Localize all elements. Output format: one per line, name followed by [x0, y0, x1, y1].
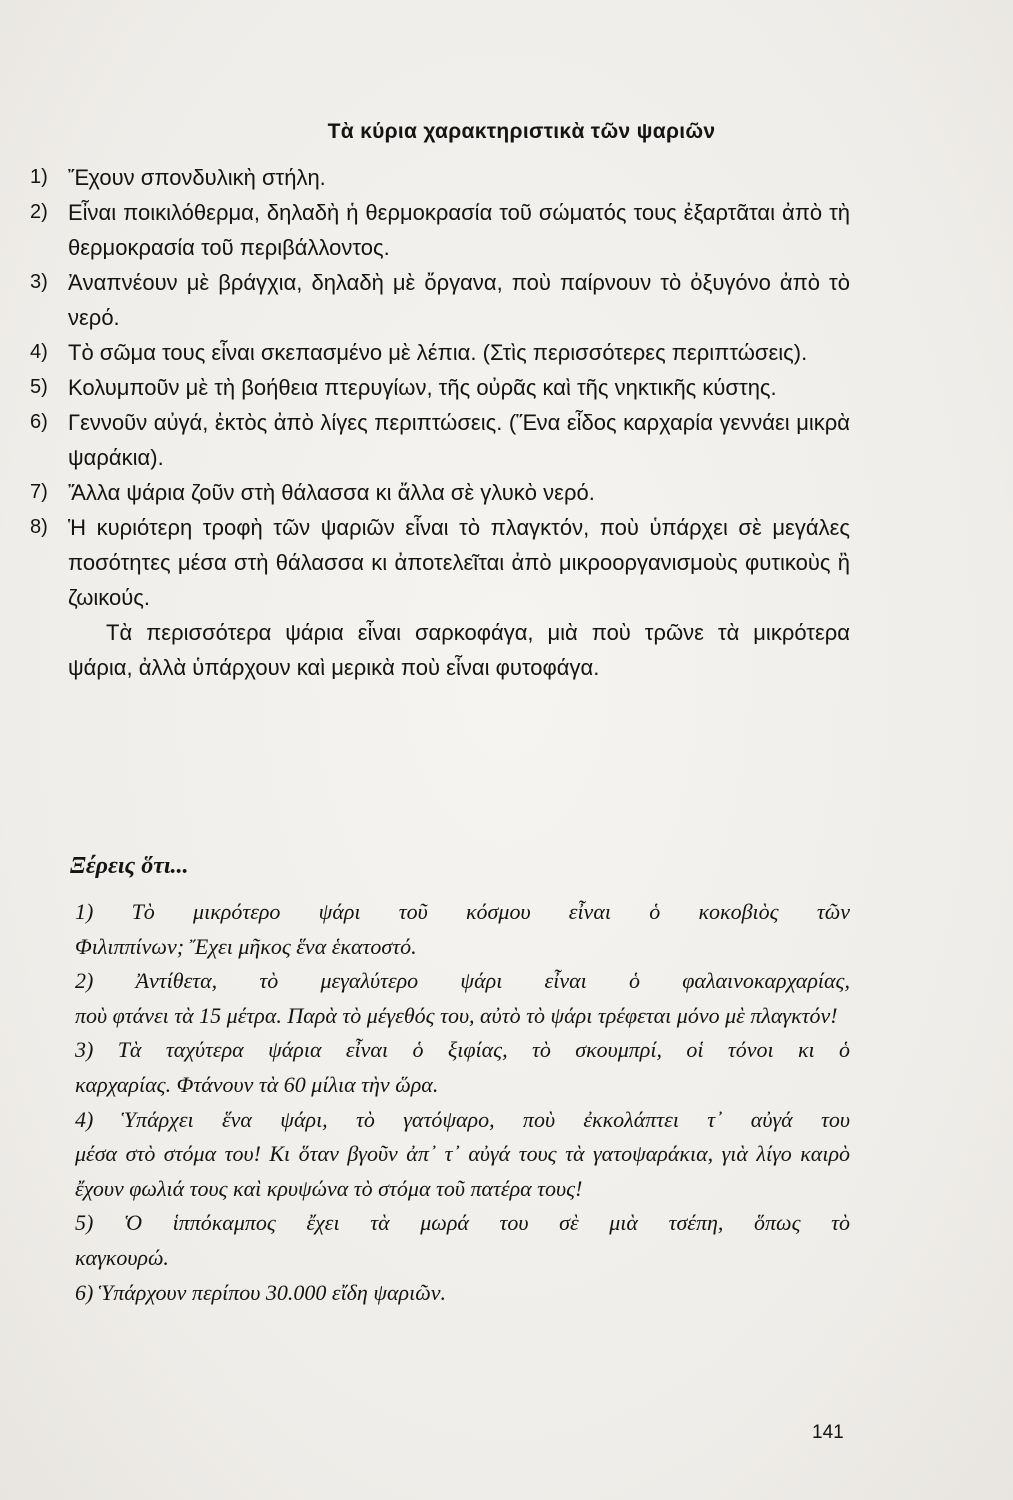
- item-number: 8): [30, 516, 48, 538]
- characteristics-list: [30, 160, 850, 685]
- item-number: 6): [30, 411, 48, 433]
- fact-item: [75, 1103, 850, 1207]
- item-number: 4): [30, 341, 48, 363]
- item-text: Ἀναπνέουν μὲ βράγχια, δηλαδὴ μὲ ὄργανα, ποὺ παίρνουν τὸ ὀξυγόνο ἀπὸ τὸ νερό.: [68, 270, 850, 330]
- fact-first-line: 6) Ὑπάρχουν περίπου 30.000 εἴδη ψαριῶν.: [75, 1279, 447, 1305]
- list-item: [30, 405, 850, 475]
- fact-first-line: 3) Τὰ ταχύτερα ψάρια εἶναι ὁ ξιφίας, τὸ σκουμπρί, οἱ τόνοι κι ὁ: [75, 1037, 850, 1063]
- fact-first-line: 1) Τὸ μικρότερο ψάρι τοῦ κόσμου εἶναι ὁ κοκοβιὸς τῶν: [75, 899, 850, 924]
- item-text: Εἶναι ποικιλόθερμα, δηλαδὴ ἡ θερμοκρασία τοῦ σώματός τους ἐξαρτᾶται ἀπὸ τὴ θερμοκρασία τοῦ περιβάλλοντος.: [68, 200, 850, 260]
- fact-first-line: 5) Ὁ ἱππόκαμπος ἔχει τὰ μωρά του σὲ μιὰ τσέπη, ὅπως τὸ: [75, 1210, 850, 1236]
- item-number: 2): [30, 201, 48, 223]
- fact-item: [75, 1033, 850, 1102]
- list-item: [30, 160, 850, 195]
- fact-item: [75, 895, 850, 964]
- item-text: Ἄλλα ψάρια ζοῦν στὴ θάλασσα κι ἄλλα σὲ γλυκὸ νερό.: [68, 480, 595, 505]
- list-item: [30, 195, 850, 265]
- fact-first-line: 4) Ὑπάρχει ἕνα ψάρι, τὸ γατόψαρο, ποὺ ἐκκολάπτει τ᾽ αὐγά του: [75, 1106, 850, 1132]
- fact-continuation: ποὺ φτάνει τὰ 15 μέτρα. Παρὰ τὸ μέγεθός του, αὐτὸ τὸ ψάρι τρέφεται μόνο μὲ πλαγκτόν!: [75, 1002, 838, 1028]
- item-number: 5): [30, 376, 48, 398]
- item-text: Ἡ κυριότερη τροφὴ τῶν ψαριῶν εἶναι τὸ πλαγκτόν, ποὺ ὑπάρχει σὲ μεγάλες ποσότητες μέσα στὴ θάλασσα κι ἀποτελεῖται ἀπὸ μικροοργανισμοὺς φυτικοὺς ἢ ζωικούς.: [68, 515, 850, 610]
- page-number: 141: [812, 1422, 844, 1443]
- item-number: 3): [30, 271, 48, 293]
- item-number: 7): [30, 481, 48, 503]
- carnivore-paragraph: Τὰ περισσότερα ψάρια εἶναι σαρκοφάγα, μιὰ ποὺ τρῶνε τὰ μικρότερα ψάρια, ἀλλὰ ὑπάρχουν καὶ μερικὰ ποὺ εἶναι φυτοφάγα.: [68, 620, 850, 680]
- fact-continuation: μέσα στὸ στόμα του! Κι ὅταν βγοῦν ἀπ᾽ τ᾽ αὐγά τους τὰ γατοψαράκια, γιὰ λίγο καιρὸ ἔχουν φωλιά τους καὶ κρυψώνα τὸ στόμα τοῦ πατέρα τους!: [75, 1141, 850, 1201]
- item-text: Γεννοῦν αὐγά, ἐκτὸς ἀπὸ λίγες περιπτώσεις. (Ἕνα εἶδος καρχαρία γεννάει μικρὰ ψαράκια).: [68, 410, 850, 470]
- fact-item: [75, 964, 850, 1033]
- page-title: Τὰ κύρια χαρακτηριστικὰ τῶν ψαριῶν: [327, 120, 716, 143]
- list-item: [30, 475, 850, 510]
- list-item: [30, 265, 850, 335]
- fact-item: [75, 1276, 850, 1311]
- item-text: Τὸ σῶμα τους εἶναι σκεπασμένο μὲ λέπια. (Στὶς περισσότερες περιπτώσεις).: [68, 340, 808, 365]
- did-you-know-heading: Ξέρεις ὅτι...: [70, 853, 189, 879]
- item-number: 1): [30, 166, 48, 188]
- list-item: [30, 370, 850, 405]
- list-item: [30, 510, 850, 615]
- fact-continuation: καρχαρίας. Φτάνουν τὰ 60 μίλια τὴν ὥρα.: [75, 1071, 439, 1097]
- fact-item: [75, 1206, 850, 1275]
- fact-continuation: Φιλιππίνων; Ἔχει μῆκος ἕνα ἑκατοστό.: [75, 933, 417, 959]
- fact-continuation: καγκουρώ.: [75, 1244, 169, 1270]
- item-text: Κολυμποῦν μὲ τὴ βοήθεια πτερυγίων, τῆς οὐρᾶς καὶ τῆς νηκτικῆς κύστης.: [68, 375, 777, 400]
- item-text: Ἔχουν σπονδυλικὴ στήλη.: [68, 165, 326, 190]
- facts-list: [75, 895, 850, 1310]
- list-item: [30, 335, 850, 370]
- fact-first-line: 2) Ἀντίθετα, τὸ μεγαλύτερο ψάρι εἶναι ὁ φαλαινοκαρχαρίας,: [75, 968, 850, 994]
